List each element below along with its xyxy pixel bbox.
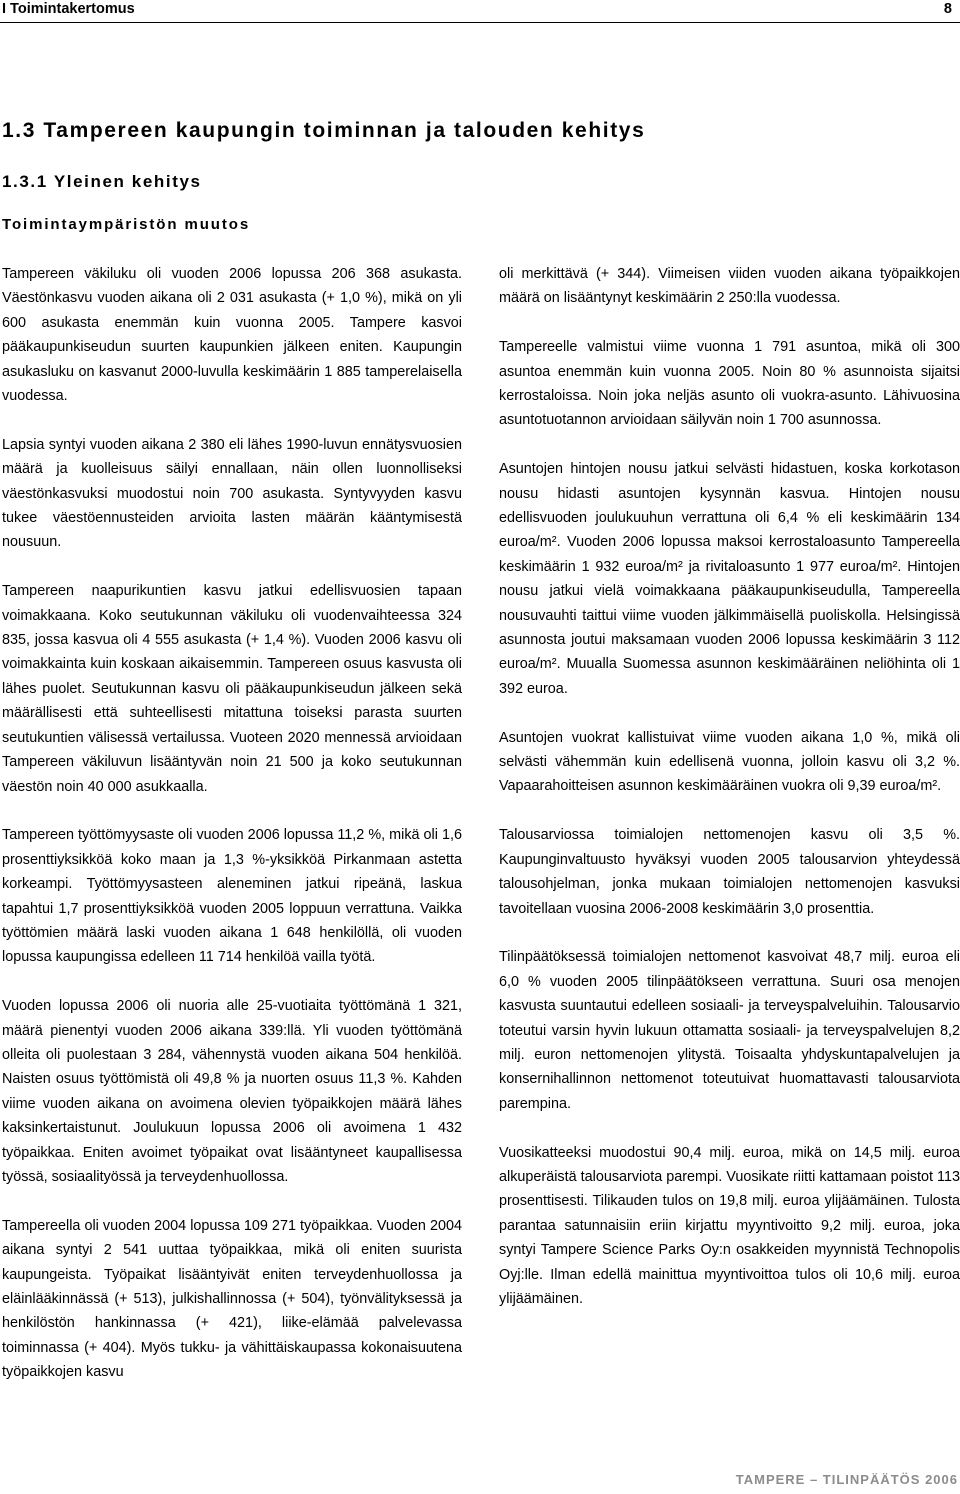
paragraph: Talousarviossa toimialojen nettomenojen kasvu oli 3,5 %. Kaupunginvaltuusto hyväksyi vuoden 2005 talousarvion yhteydessä talousohjelman, jonka mukaan toimialojen nettomenojen kasvuksi tavoitellaan vuosina 2006-2008 keskimäärin 3,0 prosenttia. — [499, 827, 960, 917]
header-section-title: I Toimintakertomus — [2, 1, 135, 17]
paragraph: Vuosikatteeksi muodostui 90,4 milj. euroa, mikä on 14,5 milj. euroa alkuperäistä talousarviota parempi. Vuosikate riitti kattamaan poistot 113 prosenttisesti. Tilikauden tulos on 19,8 milj. euroa ylijäämäinen. Tulosta parantaa satunnaisiin eriin kirjattu myyntivoitto 9,2 milj. euroa, joka syntyi Tampere Science Parks Oy:n osakkeiden myynnistä Technopolis Oyj:lle. Ilman edellä mainittua myyntivoittoa tulos oli 10,6 milj. euroa ylijäämäinen. — [499, 1144, 960, 1307]
left-column — [2, 262, 462, 1385]
right-column — [499, 262, 960, 1311]
subsection-heading: 1.3.1 Yleinen kehitys — [2, 172, 202, 191]
topic-heading: Toimintaympäristön muutos — [2, 216, 251, 233]
paragraph: Tampereen naapurikuntien kasvu jatkui edellisvuosien tapaan voimakkaana. Koko seutukunnan väkiluku oli vuodenvaihteessa 324 835, jossa kasvua oli 4 555 asukasta (+ 1,4 %). Vuoden 2006 kasvu oli voimakkainta kuin koskaan aikaisemmin. Tampereen osuus kasvusta oli lähes puolet. Seutukunnan kasvu oli pääkaupunkiseudun jälkeen sekä määrällisesti että suhteellisesti mitattuna toiseksi parasta suurten seutukuntien välisessä vertailussa. Vuoteen 2020 mennessä arvioidaan Tampereen väkiluvun lisääntyvän noin 21 500 ja koko seutukunnan väestön noin 40 000 asukkaalla. — [2, 583, 462, 795]
header-divider — [0, 22, 960, 23]
paragraph: Tampereelle valmistui viime vuonna 1 791 asuntoa, mikä oli 300 asuntoa enemmän kuin vuonna 2005. Noin 80 % asunnoista sijaitsi kerrostaloissa. Noin joka neljäs asunto oli vuokra-asunto. Lähivuosina asuntotuotannon arvioidaan säilyvän noin 1 700 asunnossa. — [499, 339, 960, 429]
page-number: 8 — [943, 1, 952, 17]
paragraph: Tilinpäätöksessä toimialojen nettomenot kasvoivat 48,7 milj. euroa eli 6,0 % vuoden 2005 tilinpäätökseen verrattuna. Suuri osa menojen kasvusta suuntautui edelleen sosiaali- ja terveyspalveluihin. Talousarvio toteutui varsin hyvin lukuun ottamatta sosiaali- ja terveyspalvelujen 8,2 milj. euron nettomenojen ylitystä. Toisaalta yhdyskuntapalvelujen ja konsernihallinnon nettomenot toteutuivat huomattavasti talousarviota parempina. — [499, 949, 960, 1112]
footer-title: TAMPERE – TILINPÄÄTÖS 2006 — [735, 1472, 958, 1487]
running-header — [0, 0, 960, 22]
paragraph: Tampereen väkiluku oli vuoden 2006 lopussa 206 368 asukasta. Väestönkasvu vuoden aikana oli 2 031 asukasta (+ 1,0 %), mikä on yli 600 asukasta enemmän kuin vuonna 2005. Tampere kasvoi pääkaupunkiseudun suurten kaupunkien jälkeen eniten. Kaupungin asukasluku on kasvanut 2000-luvulla keskimäärin 1 885 tamperelaisella vuodessa. — [2, 266, 462, 405]
paragraph: Tampereen työttömyysaste oli vuoden 2006 lopussa 11,2 %, mikä oli 1,6 prosenttiyksikköä koko maan ja 1,3 %-yksikköä Pirkanmaan astetta korkeampi. Työttömyysasteen aleneminen jatkui ripeänä, laskua tapahtui 1,7 prosenttiyksikköä vuoden 2005 loppuun verrattuna. Vaikka työttömien määrä laski vuoden aikana 1 648 henkilöllä, oli vuoden lopussa kaupungissa edelleen 11 714 henkilöä vailla työtä. — [2, 827, 462, 966]
section-heading: 1.3 Tampereen kaupungin toiminnan ja talouden kehitys — [2, 119, 646, 142]
paragraph: oli merkittävä (+ 344). Viimeisen viiden vuoden aikana työpaikkojen määrä on lisääntynyt keskimäärin 2 250:lla vuodessa. — [499, 266, 960, 307]
paragraph: Asuntojen vuokrat kallistuivat viime vuoden aikana 1,0 %, mikä oli selvästi vähemmän kuin edellisenä vuonna, jolloin kasvu oli 3,2 %. Vapaarahoitteisen asunnon keskimääräinen vuokra oli 9,39 euroa/m². — [499, 729, 960, 795]
paragraph: Vuoden lopussa 2006 oli nuoria alle 25-vuotiaita työttömänä 1 321, määrä pienentyi vuoden 2006 aikana 339:llä. Yli vuoden työttömänä olleita oli puolestaan 3 284, vähennystä vuoden aikana 504 henkilöä. Naisten osuus työttömistä oli 49,8 % ja nuorten osuus 11,3 %. Kahden viime vuoden aikana on avoimena olevien työpaikkojen määrä lähes kaksinkertaistunut. Joulukuun lopussa 2006 oli avoimena 1 432 työpaikkaa. Eniten avoimet työpaikat ovat lisääntyneet kaupallisessa työssä, sosiaalityössä ja terveydenhuollossa. — [2, 998, 462, 1185]
paragraph: Asuntojen hintojen nousu jatkui selvästi hidastuen, koska korkotason nousu hidasti asuntojen kysynnän kasvua. Hintojen nousu edellisvuoden joulukuuhun verrattuna oli 6,4 % eli keskimäärin 134 euroa/m². Vuoden 2006 lopussa maksoi kerrostaloasunto Tampereella keskimäärin 1 932 euroa/m² ja rivitaloasunto 1 977 euroa/m². Hintojen nousu jatkui vielä voimakkaana pääkaupunkiseudulla, Tampereella nousuvauhti taittui viime vuoden jälkimmäisellä puoliskolla. Helsingissä asunnosta joutui maksamaan vuoden 2006 lopussa keskimäärin 3 112 euroa/m². Muualla Suomessa asunnon keskimääräinen neliöhinta oli 1 392 euroa. — [499, 461, 960, 697]
paragraph: Tampereella oli vuoden 2004 lopussa 109 271 työpaikkaa. Vuoden 2004 aikana syntyi 2 541 uuttaa työpaikkaa, mikä oli eniten suurista kaupungeista. Työpaikat lisääntyivät eniten terveydenhuollossa ja eläinlääkinnässä (+ 513), julkishallinnossa (+ 504), työnvälityksessä ja henkilöstön hankinnassa (+ 421), liike-elämää palvelevassa toiminnassa (+ 404). Myös tukku- ja vähittäiskaupassa kokonaisuutena työpaikkojen kasvu — [2, 1217, 462, 1381]
paragraph: Lapsia syntyi vuoden aikana 2 380 eli lähes 1990-luvun ennätysvuosien määrä ja kuolleisuus säilyi ennallaan, näin ollen luonnolliseksi väestönkasvuksi muodostui noin 700 asukasta. Syntyvyyden kasvu tukee väestöennusteiden arvioita lasten määrän kääntymisestä nousuun. — [2, 436, 462, 551]
